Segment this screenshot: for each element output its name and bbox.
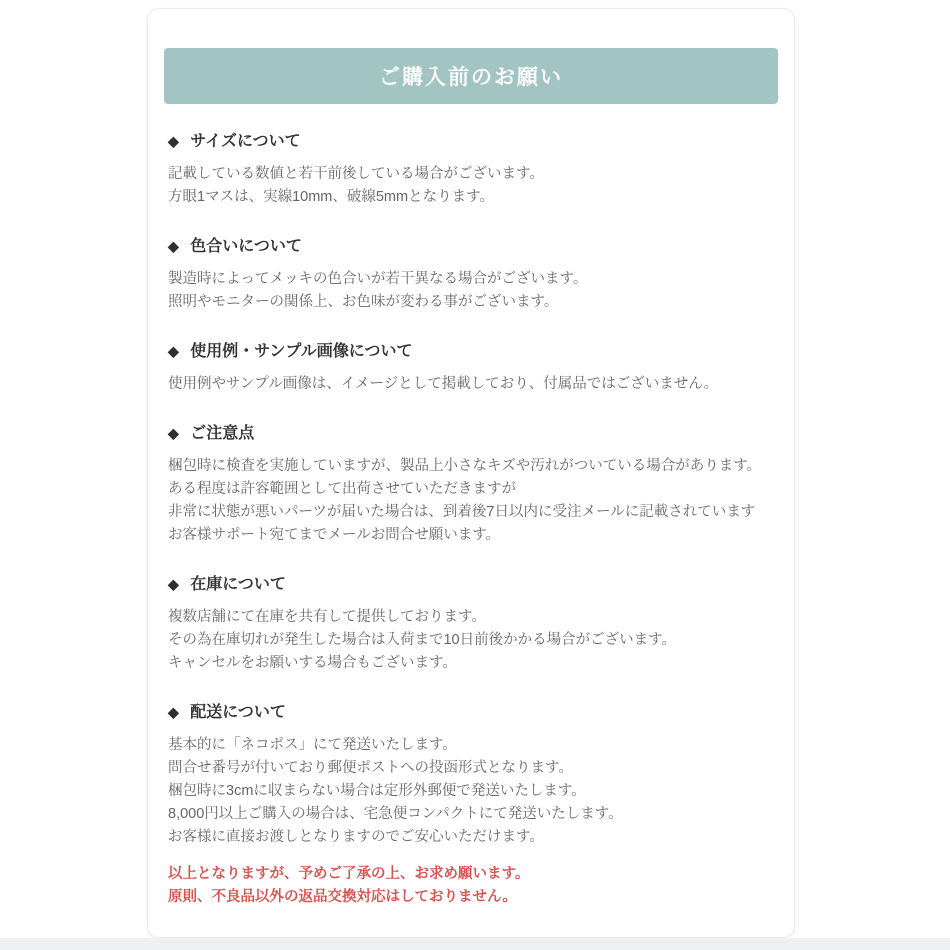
section-heading-label: 在庫について	[190, 576, 286, 593]
section-heading-size	[168, 130, 774, 153]
warning-line: 原則、不良品以外の返品交換対応はしておりません。	[168, 889, 517, 905]
diamond-icon: ◆	[168, 704, 179, 720]
paragraph-line: 非常に状態が悪いパーツが届いた場合は、到着後7日以内に受注メールに記載されています	[168, 504, 756, 520]
paragraph-line: 製造時によってメッキの色合いが若干異なる場合がございます。	[168, 271, 588, 287]
banner-title: ご購入前のお願い	[379, 66, 563, 89]
section-heading-label: ご注意点	[190, 425, 255, 442]
warning-line: 以上となりますが、予めご了承の上、お求め願います。	[168, 866, 530, 882]
diamond-icon: ◆	[168, 133, 179, 149]
paragraph-line: その為在庫切れが発生した場合は入荷まで10日前後かかる場合がございます。	[168, 632, 676, 648]
paragraph-line: 複数店舗にて在庫を共有して提供しております。	[168, 609, 486, 625]
paragraph-line: キャンセルをお願いする場合もございます。	[168, 655, 457, 671]
paragraph-line: 問合せ番号が付いており郵便ポストへの投函形式となります。	[168, 760, 573, 776]
paragraph-line: お客様サポート宛てまでメールお問合せ願います。	[168, 527, 501, 543]
paragraph-line: 記載している数値と若干前後している場合がございます。	[168, 166, 544, 182]
section-heading-shipping	[168, 701, 774, 724]
warning-text	[168, 863, 774, 909]
purchase-notes-content	[148, 130, 794, 909]
section-heading-sample-images	[168, 340, 774, 363]
diamond-icon: ◆	[168, 576, 179, 592]
paragraph-line: 基本的に「ネコポス」にて発送いたします。	[168, 737, 457, 753]
paragraph-line: お客様に直接お渡しとなりますのでご安心いただけます。	[168, 829, 544, 845]
paragraph-line: 8,000円以上ご購入の場合は、宅急便コンパクトにて発送いたします。	[168, 806, 623, 822]
section-heading-label: 使用例・サンプル画像について	[190, 343, 413, 360]
paragraph-line: 方眼1マスは、実線10mm、破線5mmとなります。	[168, 189, 494, 205]
page-bottom-strip	[0, 938, 950, 950]
paragraph-line: ある程度は許容範囲として出荷させていただきますが	[168, 481, 516, 497]
section-heading-label: サイズについて	[190, 133, 301, 150]
paragraph-line: 梱包時に検査を実施していますが、製品上小さなキズや汚れがついている場合があります。	[168, 458, 762, 474]
paragraph-line: 照明やモニターの関係上、お色味が変わる事がございます。	[168, 294, 559, 310]
section-title-banner	[164, 48, 778, 104]
paragraph-line: 使用例やサンプル画像は、イメージとして掲載しており、付属品ではございません。	[168, 376, 719, 392]
paragraph-line: 梱包時に3cmに収まらない場合は定形外郵便で発送いたします。	[168, 783, 586, 799]
section-heading-label: 配送について	[190, 704, 286, 721]
diamond-icon: ◆	[168, 343, 179, 359]
section-heading-label: 色合いについて	[190, 238, 302, 255]
section-heading-color	[168, 235, 774, 258]
section-heading-cautions	[168, 422, 774, 445]
diamond-icon: ◆	[168, 238, 179, 254]
diamond-icon: ◆	[168, 425, 179, 441]
section-heading-stock	[168, 573, 774, 596]
purchase-notes-card	[147, 8, 795, 938]
